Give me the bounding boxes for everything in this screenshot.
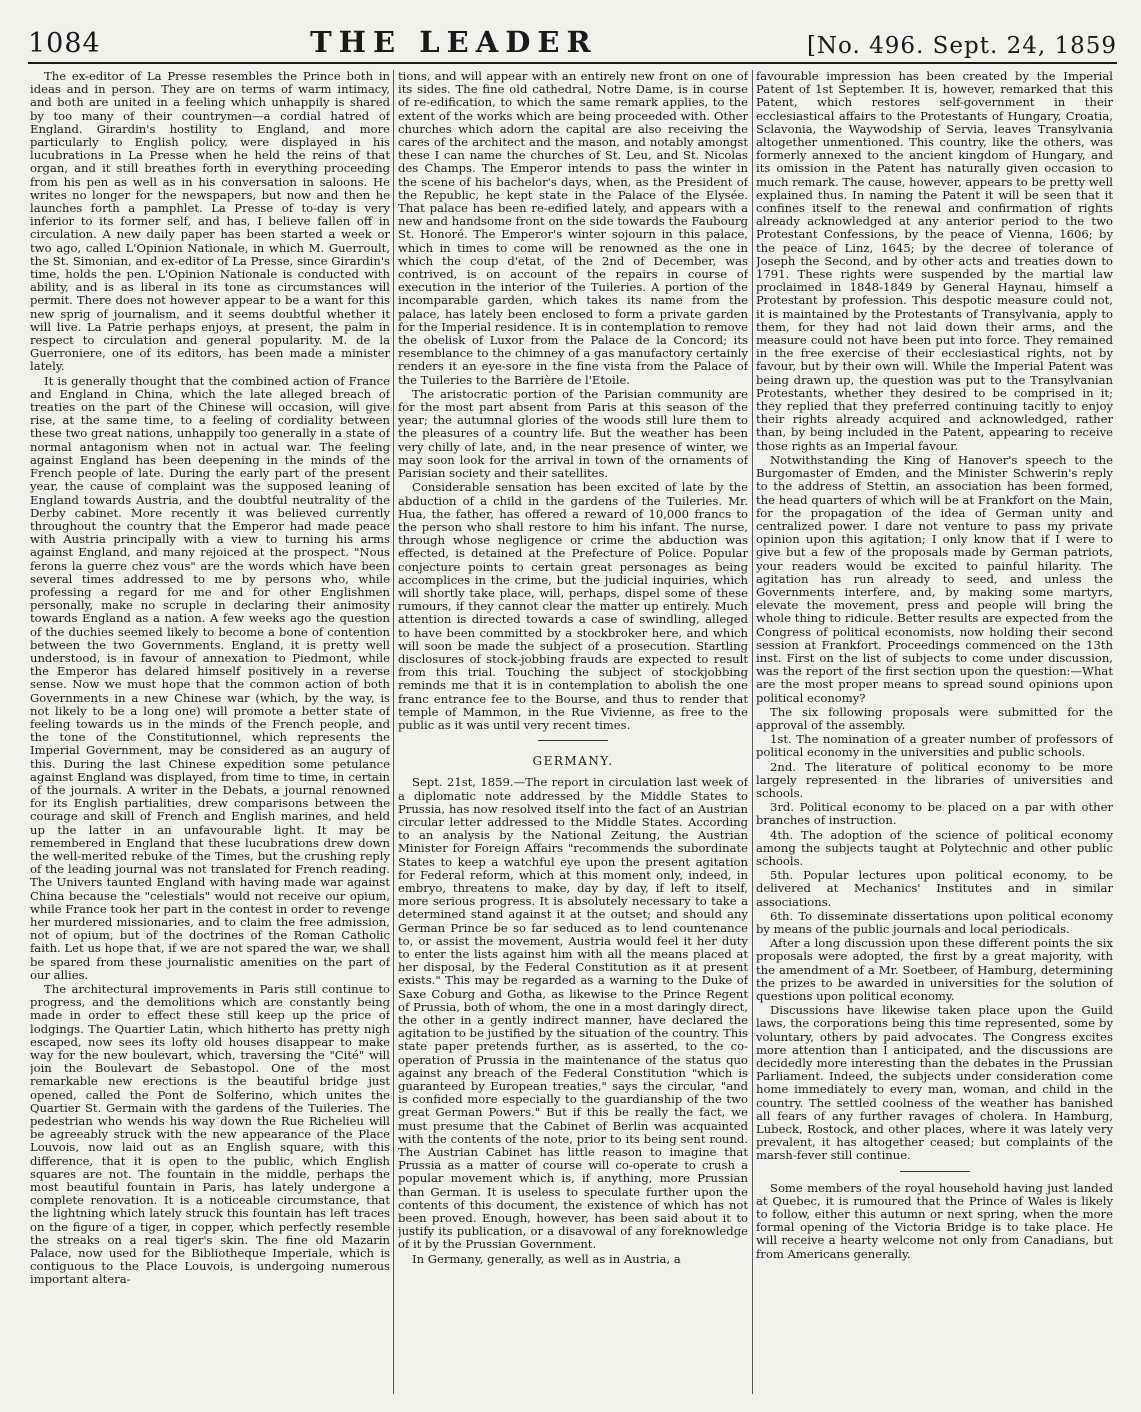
- issue-date: [No. 496. Sept. 24, 1859: [806, 33, 1117, 59]
- article-paragraph: The ex-editor of La Presse resembles the Prince both in ideas and in person. They are on terms of warm intimacy, and both are united in a feeling which unhappily is shared by too many of their countrymen—a cordial hatred of England. Girardin's hostility to England, and more particularly to English policy, were displayed in his lucubrations in La Presse when he held the reins of that organ, and it still breathes forth in everything proceeding from his pen as well as in his conversation in saloons. He writes no longer for the newspapers, but now and then he launches forth a pamphlet. La Presse of to-day is very inferior to its former self, and has, I believe fallen off in circulation. A new daily paper has been started a week or two ago, called L'Opinion Nationale, in which M. Guerroult, the St. Simonian, and ex-editor of La Presse, since Girardin's time, holds the pen. L'Opinion Nationale is conducted with ability, and is as liberal in its tone as circumstances will permit. There does not however appear to be a want for this new sprig of journalism, and it seems doubtful whether it will live. La Patrie perhaps enjoys, at present, the palm in respect to circulation and general popularity. M. de la Guerroniere, one of its editors, has been made a minister lately.: [30, 70, 390, 374]
- masthead: [28, 25, 1117, 64]
- article-paragraph: Notwithstanding the King of Hanover's speech to the Burgomaster of Emden, and the Minister Schwerin's reply to the address of Stettin, an association has been formed, the head quarters of which will be at Frankfort on the Main, for the propagation of the idea of German unity and centralized power. I dare not venture to pass my private opinion upon this agitation; I only know that if I were to give but a few of the proposals made by German patriots, your readers would be excited to painful hilarity. The agitation has run already to seed, and unless the Governments interfere, and, by making some martyrs, elevate the movement, press and people will bring the whole thing to ridicule. Better results are expected from the Congress of political economists, now holding their second session at Frankfort. Proceedings commenced on the 13th inst. First on the list of subjects to come under discussion, was the report of the first section upon the question:—What are the most proper means to spread sound opinions upon political economy?: [756, 452, 1113, 705]
- column-3: [756, 70, 1113, 1396]
- section-divider: [538, 740, 608, 741]
- section-heading-germany: GERMANY.: [532, 754, 614, 769]
- proposal-item: 6th. To disseminate dissertations upon political economy by means of the public journals and local periodicals.: [756, 908, 1113, 936]
- article-paragraph: The six following proposals were submitted for the approval of the assembly.: [756, 704, 1113, 732]
- article-paragraph: The architectural improvements in Paris still continue to progress, and the demolitions which are constantly being made in order to effect these still keep up the price of lodgings. The Quartier Latin, which hitherto has pretty nigh escaped, now sees its lofty old houses disappear to make way for the new boulevart, which, traversing the "Cité" will join the Boulevart de Sebastopol. One of the most remarkable new erections is the beautiful bridge just opened, called the Pont de Solferino, which unites the Quartier St. Germain with the gardens of the Tuileries. The pedestrian who wends his way down the Rue Richelieu will be agreeably struck with the new appearance of the Place Louvois, now laid out as an English square, with this difference, that it is open to the public, which English squares are not. The fountain in the middle, perhaps the most beautiful fountain in Paris, has lately undergone a complete renovation. It is a noticeable circumstance, that the lightning which lately struck this fountain has left traces on the figure of a tiger, in copper, which perfectly resemble the streaks on a real tiger's skin. The fine old Mazarin Palace, now used for the Bibliotheque Imperiale, which is contiguous to the Place Louvois, is undergoing numerous important altera-: [30, 982, 390, 1287]
- column-rule: [393, 70, 394, 1394]
- article-paragraph: The aristocratic portion of the Parisian community are for the most part absent from Paris at this season of the year; the autumnal glories of the woods still lure them to the pleasures of a country life. But the weather has been very chilly of late, and, in the near presence of winter, we may soon look for the arrival in town of the ornaments of Parisian society and their satellites.: [398, 386, 748, 481]
- article-paragraph: Discussions have likewise taken place upon the Guild laws, the corporations being this time represented, some by voluntary, others by paid advocates. The Congress excites more attention than I anticipated, and the discussions are decidedly more interesting than the debates in the Prussian Parliament. Indeed, the subjects under consideration come home immediately to every man, woman, and child in the country. The settled coolness of the weather has banished all fears of any further ravages of cholera. In Hamburg, Lubeck, Rostock, and other places, where it was lately very prevalent, it has altogether ceased; but complaints of the marsh-fever still continue.: [756, 1003, 1113, 1163]
- article-paragraph: Sept. 21st, 1859.—The report in circulation last week of a diplomatic note addressed by the Middle States to Prussia, has now resolved itself into the fact of an Austrian circular letter addressed to the Middle States. According to an analysis by the National Zeitung, the Austrian Minister for Foreign Affairs "recommends the subordinate States to keep a watchful eye upon the present agitation for Federal reform, which at this moment only, indeed, in embryo, threatens to make, day by day, if left to itself, more serious progress. It is absolutely necessary to take a determined stand against it at the outset; and should any German Prince be so far seduced as to lend countenance to, or assist the movement, Austria would feel it her duty to enter the lists against him with all the means placed at her disposal, by the Federal Constitution as it at present exists." This may be regarded as a warning to the Duke of Saxe Coburg and Gotha, as likewise to the Prince Regent of Prussia, both of whom, the one in a most daringly direct, the other in a gently indirect manner, have declared the agitation to be justified by the situation of the country. This state paper pretends further, as is asserted, to the co-operation of Prussia in the maintenance of the status quo against any breach of the Federal Constitution "which is guaranteed by European treaties," says the circular, "and is confided more especially to the guardianship of the two great German Powers." But if this be really the fact, we must presume that the Cabinet of Berlin was acquainted with the contents of the note, prior to its being sent round. The Austrian Cabinet has little reason to imagine that Prussia as a matter of course will co-operate to crush a popular movement which is, if anything, more Prussian than German. It is useless to speculate further upon the contents of this document, the existence of which has not been proved. Enough, however, has been said about it to justify its publication, or a disavowal of any foreknowledge of it by the Prussian Government.: [398, 775, 748, 1252]
- newspaper-title: THE LEADER: [310, 25, 598, 59]
- column-1: [30, 70, 390, 1396]
- article-paragraph: Some members of the royal household having just landed at Quebec, it is rumoured that the Prince of Wales is likely to follow, either this autumn or next spring, when the more formal opening of the Victoria Bridge is to take place. He will receive a hearty welcome not only from Canadians, but from Americans generally.: [756, 1180, 1113, 1261]
- article-paragraph: After a long discussion upon these different points the six proposals were adopted, the first by a great majority, with the amendment of a Mr. Soetbeer, of Hamburg, determining the prizes to be awarded in universities for the solution of questions upon political economy.: [756, 936, 1113, 1004]
- article-paragraph: tions, and will appear with an entirely new front on one of its sides. The fine old cathedral, Notre Dame, is in course of re-edification, to which the same remark applies, to the extent of the works which are being proceeded with. Other churches which adorn the capital are also receiving the cares of the architect and the mason, and notably amongst these I can name the churches of St. Leu, and St. Nicolas des Champs. The Emperor intends to pass the winter in the scene of his bachelor's days, when, as the President of the Republic, he kept state in the Palace of the Elysée. That palace has been re-edified lately, and appears with a new and handsome front on the side towards the Faubourg St. Honoré. The Emperor's winter sojourn in this palace, which in times to come will be renowned as the one in which the coup d'etat, of the 2nd of December, was contrived, is on account of the repairs in course of execution in the interior of the Tuileries. A portion of the incomparable garden, which takes its name from the palace, has lately been enclosed to form a private garden for the Imperial residence. It is in contemplation to remove the obelisk of Luxor from the Palace de la Concord; its resemblance to the chimney of a gas manufactory certainly renders it an eye-sore in the fine vista from the Palace of the Tuileries to the Barrière de l'Etoile.: [398, 70, 748, 387]
- section-divider: [900, 1171, 970, 1172]
- proposal-item: 1st. The nomination of a greater number of professors of political economy in the universities and public schools.: [756, 732, 1113, 760]
- page-number: 1084: [28, 28, 101, 59]
- article-paragraph: It is generally thought that the combined action of France and England in China, which the late alleged breach of treaties on the part of the Chinese will occasion, will give rise, at the same time, to a feeling of cordiality between these two great nations, unhappily too generally in a state of normal antagonism when not in actual war. The feeling against England has been deepening in the minds of the French people of late. During the early part of the present year, the cause of complaint was the supposed leaning of England towards Austria, and the doubtful neutrality of the Derby cabinet. More recently it was believed currently throughout the country that the Emperor had made peace with Austria principally with a view to turning his arms against England, and many rejoiced at the prospect. "Nous ferons la guerre chez vous" are the words which have been several times addressed to me by persons who, while professing a regard for me and for other Englishmen personally, make no scruple in declaring their animosity towards England as a nation. A few weeks ago the question of the duchies seemed likely to become a bone of contention between the two Governments. England, it is pretty well understood, is in favour of annexation to Piedmont, while the Emperor has delared himself positively in a reverse sense. Now we must hope that the common action of both Governments in a new Chinese war (which, by the way, is not likely to be a long one) will promote a better state of feeling towards us in the minds of the French people, and the tone of the Constitutionnel, which represents the Imperial Government, may be considered as an augury of this. During the last Chinese expedition some petulance against England was displayed, from time to time, in certain of the journals. A writer in the Debats, a journal renowned for its English partialities, drew comparisons between the courage and skill of French and English marines, and held up the latter in an unfavourable light. It may be remembered in England that these lucubrations drew down the well-merited rebuke of the Times, but the crushing reply of the leading journal was not translated for French reading. The Univers taunted England with having made war against China because the "celestials" would not receive our opium, while France took her part in the contest in order to revenge her murdered missionaries, and to claim the free admission, not of opium, but of the doctrines of the Roman Catholic faith. Let us hope that, if we are not spared the war, we shall be spared from these journalistic amenities on the part of our allies.: [30, 373, 390, 982]
- article-paragraph: In Germany, generally, as well as in Austria, a: [412, 1251, 681, 1266]
- column-2: [398, 70, 748, 1396]
- proposal-item: 4th. The adoption of the science of political economy among the subjects taught at Polytechnic and other public schools.: [756, 827, 1113, 868]
- column-rule: [752, 70, 753, 1394]
- article-paragraph: Considerable sensation has been excited of late by the abduction of a child in the gardens of the Tuileries. Mr. Hua, the father, has offered a reward of 10,000 francs to the person who shall restore to him his infant. The nurse, through whose negligence or crime the abduction was effected, is detained at the Prefecture of Police. Popular conjecture points to certain great personages as being accomplices in the crime, but the judicial inquiries, which will shortly take place, will, perhaps, dispel some of these rumours, if they cannot clear the matter up entirely. Much attention is directed towards a case of swindling, alleged to have been committed by a stockbroker here, and which will soon be made the subject of a prosecution. Startling disclosures of stock-jobbing frauds are expected to result from this trial. Touching the subject of stockjobbing reminds me that it is in contemplation to abolish the one franc entrance fee to the Bourse, and thus to render that temple of Mammon, in the Rue Vivienne, as free to the public as it was until very recent times.: [398, 480, 748, 732]
- proposal-item: 3rd. Political economy to be placed on a par with other branches of instruction.: [756, 800, 1113, 828]
- proposal-item: 5th. Popular lectures upon political economy, to be delivered at Mechanics' Institutes and in similar associations.: [756, 868, 1113, 909]
- article-paragraph: favourable impression has been created by the Imperial Patent of 1st September. It is, however, remarked that this Patent, which restores self-government in their ecclesiastical affairs to the Protestants of Hungary, Croatia, Sclavonia, the Waywodship of Servia, leaves Transylvania altogether unmentioned. This country, like the others, was formerly annexed to the ancient kingdom of Hungary, and its omission in the Patent has naturally given occasion to much remark. The cause, however, appears to be pretty well explained thus. In naming the Patent it will be seen that it confines itself to the renewal and confirmation of rights already acknowledged at any anterior period to the two Protestant Confessions, by the peace of Vienna, 1606; by the peace of Linz, 1645; by the decree of tolerance of Joseph the Second, and by other acts and treaties down to 1791. These rights were suspended by the martial law proclaimed in 1848-1849 by General Haynau, himself a Protestant by profession. This despotic measure could not, it is maintained by the Protestants of Transylvania, apply to them, for they had not laid down their arms, and the measure could not have been put into force. They remained in the free exercise of their ecclesiastical rights, not by favour, but by their own will. While the Imperial Patent was being drawn up, the question was put to the Transylvanian Protestants, whether they desired to be comprised in it; they replied that they preferred continuing tacitly to enjoy their rights already acquired and acknowledged, rather than, by being included in the Patent, appearing to receive those rights as an Imperial favour.: [756, 70, 1113, 453]
- proposal-item: 2nd. The literature of political economy to be more largely represented in the libraries of universities and schools.: [756, 759, 1113, 800]
